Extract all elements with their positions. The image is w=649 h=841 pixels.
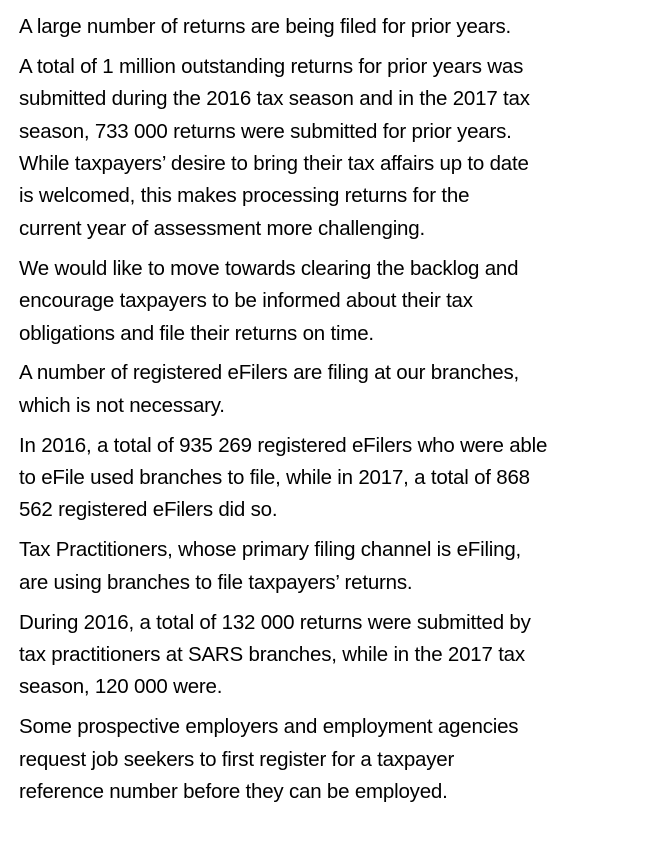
paragraph (19, 534, 639, 599)
text-line: Tax Practitioners, whose primary filing channel is eFiling, (19, 538, 522, 562)
paragraph (19, 607, 639, 704)
text-line: season, 120 000 were. (19, 675, 223, 699)
paragraph (19, 357, 639, 422)
text-line: current year of assessment more challenging. (19, 216, 425, 240)
text-line: encourage taxpayers to be informed about their tax (19, 289, 473, 313)
text-line: is welcomed, this makes processing returns for the (19, 184, 470, 208)
text-line: A large number of returns are being filed for prior years. (19, 15, 512, 38)
text-line: to eFile used branches to file, while in 2017, a total of 868 (19, 466, 530, 490)
text-line: While taxpayers’ desire to bring their tax affairs up to date (19, 152, 529, 176)
text-line: obligations and file their returns on time. (19, 321, 374, 345)
text-line: season, 733 000 returns were submitted for prior years. (19, 119, 512, 143)
paragraph (19, 711, 639, 808)
text-line: In 2016, a total of 935 269 registered eFilers who were able (19, 433, 548, 457)
text-line: request job seekers to first register for a taxpayer (19, 747, 455, 771)
document-body (19, 11, 639, 816)
text-line: 562 registered eFilers did so. (19, 498, 278, 522)
text-line: We would like to move towards clearing the backlog and (19, 256, 519, 280)
text-line: Some prospective employers and employment agencies (19, 715, 519, 739)
paragraph (19, 253, 639, 350)
paragraph (19, 430, 639, 527)
text-line: are using branches to file taxpayers’ returns. (19, 570, 413, 594)
text-line: tax practitioners at SARS branches, while in the 2017 tax (19, 643, 525, 667)
text-line: A number of registered eFilers are filing at our branches, (19, 361, 520, 385)
text-line: During 2016, a total of 132 000 returns were submitted by (19, 610, 531, 634)
paragraph (19, 11, 639, 43)
paragraph (19, 51, 639, 245)
text-line: which is not necessary. (19, 393, 225, 417)
text-line: reference number before they can be employed. (19, 780, 448, 804)
text-line: submitted during the 2016 tax season and in the 2017 tax (19, 87, 530, 111)
text-line: A total of 1 million outstanding returns for prior years was (19, 54, 524, 78)
